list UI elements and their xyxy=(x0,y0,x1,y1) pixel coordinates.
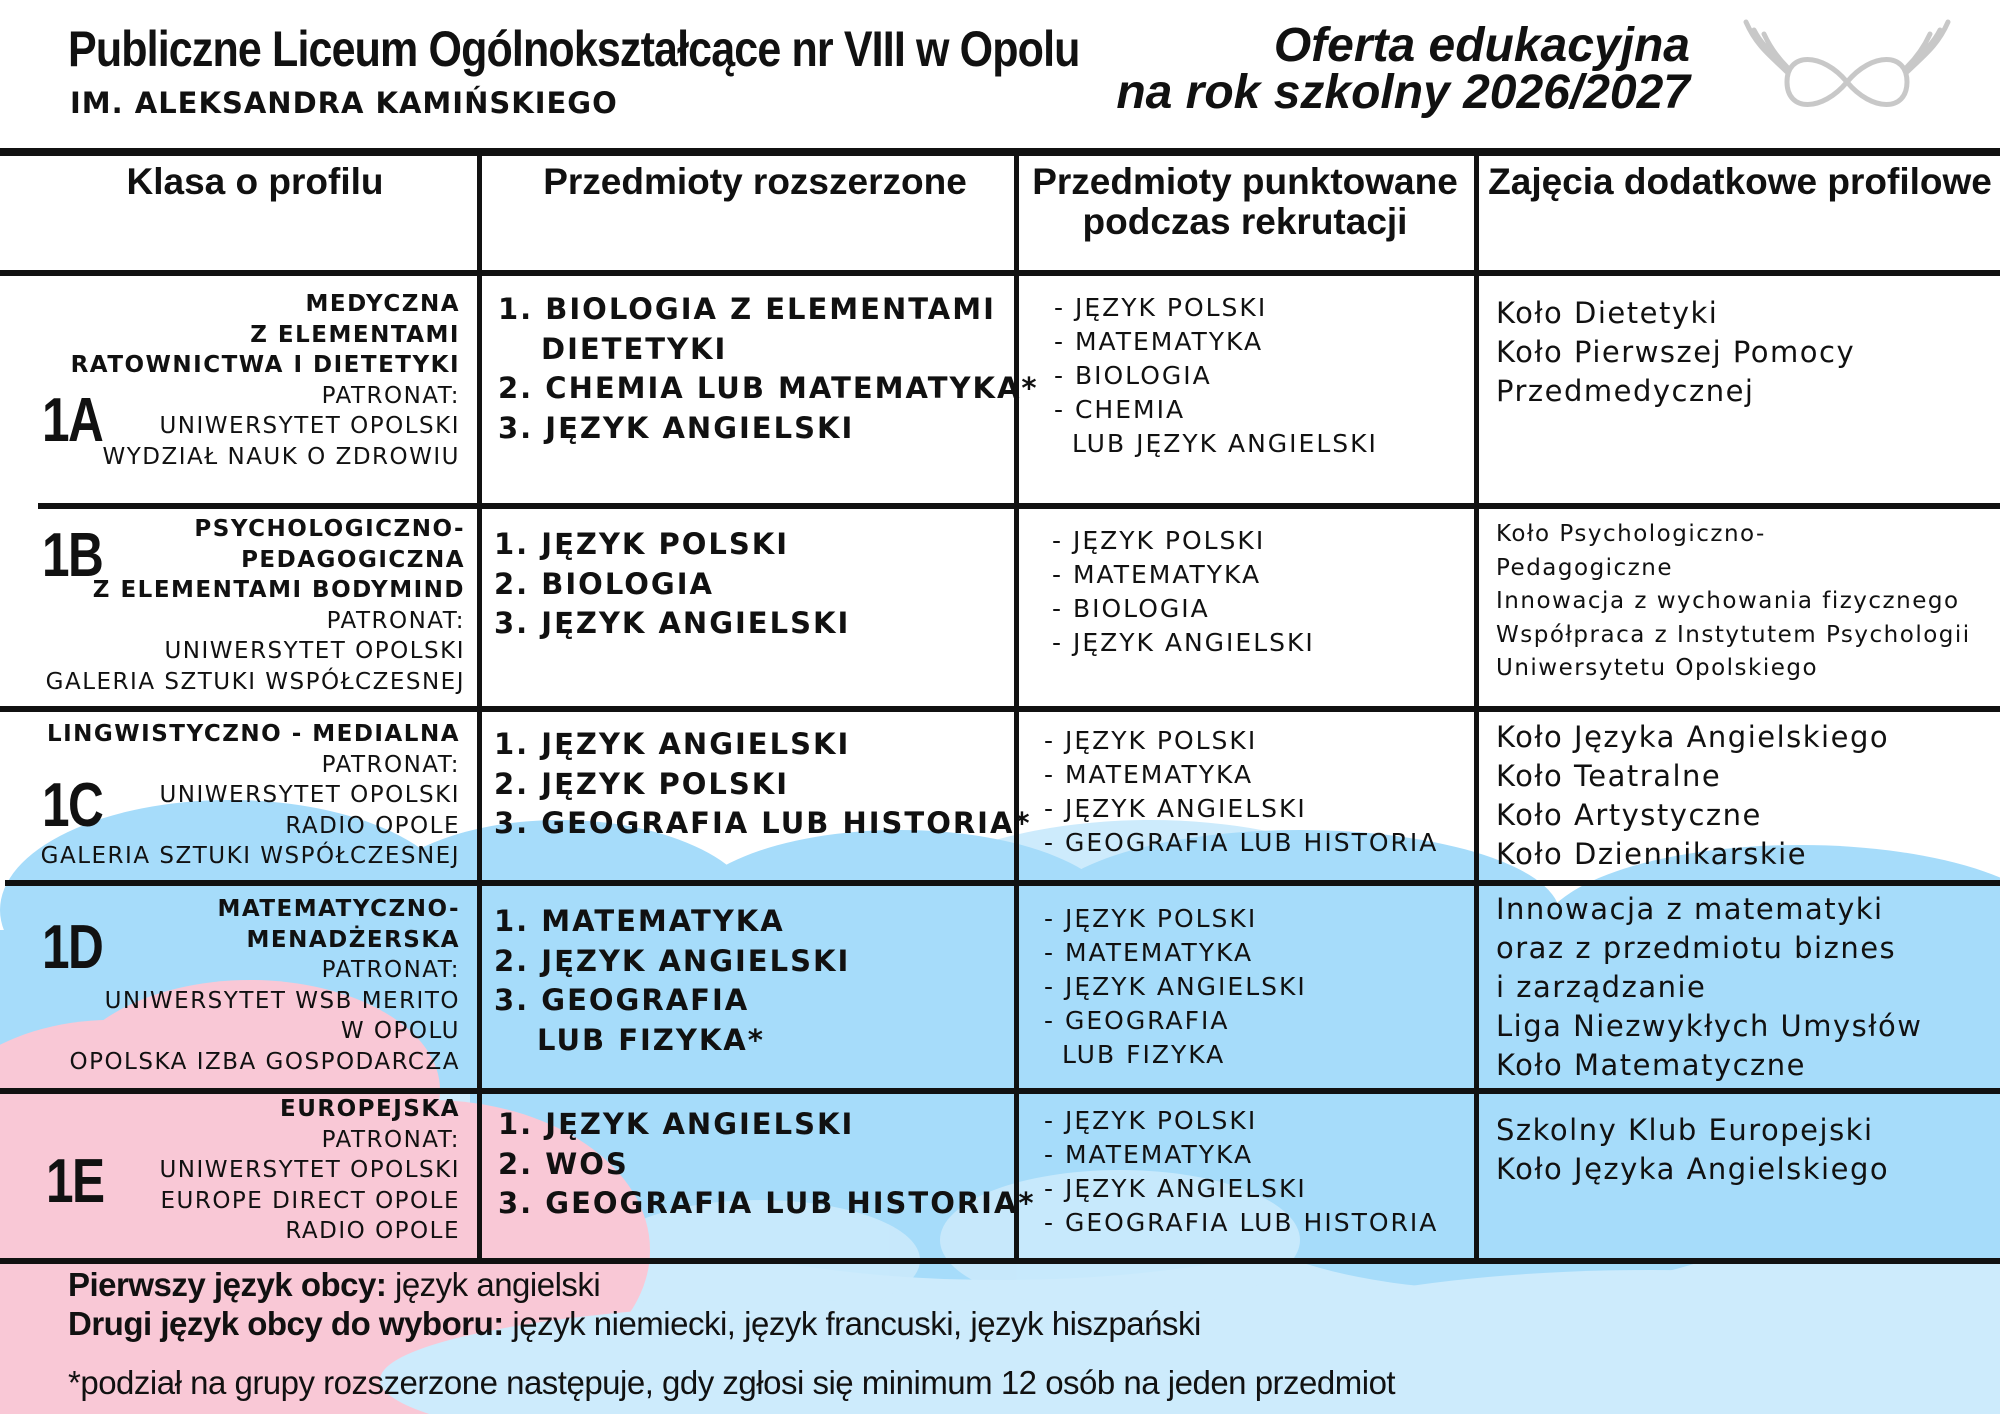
row-divider xyxy=(38,503,2000,509)
offer-line-1: Oferta edukacyjna xyxy=(1273,19,1690,72)
extended-subjects: 1. MATEMATYKA 2. JĘZYK ANGIELSKI 3. GEOGRAFIA LUB FIZYKA* xyxy=(494,904,851,1057)
extra-activities: Koło Dietetyki Koło Pierwszej Pomocy Przedmedycznej xyxy=(1496,296,1856,408)
table-bottom-border xyxy=(0,1258,2000,1264)
column-header-extended: Przedmioty rozszerzone xyxy=(543,161,967,202)
class-code: 1E xyxy=(46,1147,104,1216)
school-patron-name: IM. ALEKSANDRA KAMIŃSKIEGO xyxy=(70,86,618,120)
column-divider xyxy=(477,150,482,1260)
column-header-scored: Przedmioty punktowane podczas rekrutacji xyxy=(1032,161,1458,242)
offer-heading xyxy=(1116,19,1690,119)
class-profile: MEDYCZNA Z ELEMENTAMI RATOWNICTWA I DIETETYKI PATRONAT: UNIWERSYTET OPOLSKI WYDZIAŁ NAUK O ZDROWIU xyxy=(70,291,460,470)
class-profile: MATEMATYCZNO- MENADŻERSKA PATRONAT: UNIWERSYTET WSB MERITO W OPOLU OPOLSKA IZBA GOSPODARCZA xyxy=(69,896,460,1075)
table-top-border xyxy=(0,148,2000,156)
school-title: Publiczne Liceum Ogólnokształcące nr VIII w Opolu xyxy=(68,21,1080,77)
class-code: 1A xyxy=(42,386,103,455)
scored-subjects: - JĘZYK POLSKI - MATEMATYKA - JĘZYK ANGIELSKI - GEOGRAFIA LUB HISTORIA xyxy=(1044,1106,1439,1237)
scored-subjects: - JĘZYK POLSKI - MATEMATYKA - JĘZYK ANGIELSKI - GEOGRAFIA LUB HISTORIA xyxy=(1044,726,1439,857)
second-language-note: Drugi język obcy do wyboru: język niemiecki, język francuski, język hiszpański xyxy=(68,1305,1201,1342)
offer-line-2: na rok szkolny 2026/2027 xyxy=(1116,66,1690,119)
extended-subjects: 1. BIOLOGIA Z ELEMENTAMI DIETETYKI 2. CHEMIA LUB MATEMATYKA* 3. JĘZYK ANGIELSKI xyxy=(498,292,1039,445)
column-header-profile: Klasa o profilu xyxy=(126,161,384,202)
group-split-footnote: *podział na grupy rozszerzone następuje, gdy zgłosi się minimum 12 osób na jeden przedmiot xyxy=(68,1364,1396,1401)
extra-activities: Szkolny Klub Europejski Koło Języka Angielskiego xyxy=(1496,1113,1890,1186)
column-header-extra: Zajęcia dodatkowe profilowe xyxy=(1488,161,1992,202)
scored-subjects: - JĘZYK POLSKI - MATEMATYKA - BIOLOGIA - CHEMIA LUB JĘZYK ANGIELSKI xyxy=(1054,293,1378,458)
class-code: 1B xyxy=(42,521,103,590)
extra-activities: Koło Psychologiczno- Pedagogiczne Innowacja z wychowania fizycznego Współpraca z Instytutem Psychologii Uniwersytetu Opolskiego xyxy=(1496,521,1971,681)
first-language-note: Pierwszy język obcy: język angielski xyxy=(68,1266,601,1303)
extended-subjects: 1. JĘZYK ANGIELSKI 2. WOS 3. GEOGRAFIA LUB HISTORIA* xyxy=(498,1107,1036,1220)
class-profile: EUROPEJSKA PATRONAT: UNIWERSYTET OPOLSKI EUROPE DIRECT OPOLE RADIO OPOLE xyxy=(159,1096,460,1244)
class-profile: LINGWISTYCZNO - MEDIALNA PATRONAT: UNIWERSYTET OPOLSKI RADIO OPOLE GALERIA SZTUKI WSPÓŁCZESNEJ xyxy=(40,721,460,869)
extra-activities: Innowacja z matematyki oraz z przedmiotu biznes i zarządzanie Liga Niezwykłych Umysłów Koło Matematyczne xyxy=(1496,892,1923,1082)
row-divider xyxy=(0,706,2000,712)
class-code: 1C xyxy=(42,771,103,840)
extra-activities: Koło Języka Angielskiego Koło Teatralne Koło Artystyczne Koło Dziennikarskie xyxy=(1496,720,1890,871)
class-profile: PSYCHOLOGICZNO- PEDAGOGICZNA Z ELEMENTAMI BODYMIND PATRONAT: UNIWERSYTET OPOLSKI GALERIA SZTUKI WSPÓŁCZESNEJ xyxy=(45,516,465,695)
scored-subjects: - JĘZYK POLSKI - MATEMATYKA - JĘZYK ANGIELSKI - GEOGRAFIA LUB FIZYKA xyxy=(1044,904,1307,1069)
row-divider xyxy=(5,880,2000,886)
scored-subjects: - JĘZYK POLSKI - MATEMATYKA - BIOLOGIA - JĘZYK ANGIELSKI xyxy=(1052,526,1315,657)
column-divider xyxy=(1474,150,1479,1260)
class-code: 1D xyxy=(42,913,103,982)
extended-subjects: 1. JĘZYK POLSKI 2. BIOLOGIA 3. JĘZYK ANGIELSKI xyxy=(494,527,851,640)
row-divider xyxy=(0,270,2000,276)
infinity-wings-logo-icon xyxy=(1742,12,1952,128)
extended-subjects: 1. JĘZYK ANGIELSKI 2. JĘZYK POLSKI 3. GEOGRAFIA LUB HISTORIA* xyxy=(494,727,1032,840)
